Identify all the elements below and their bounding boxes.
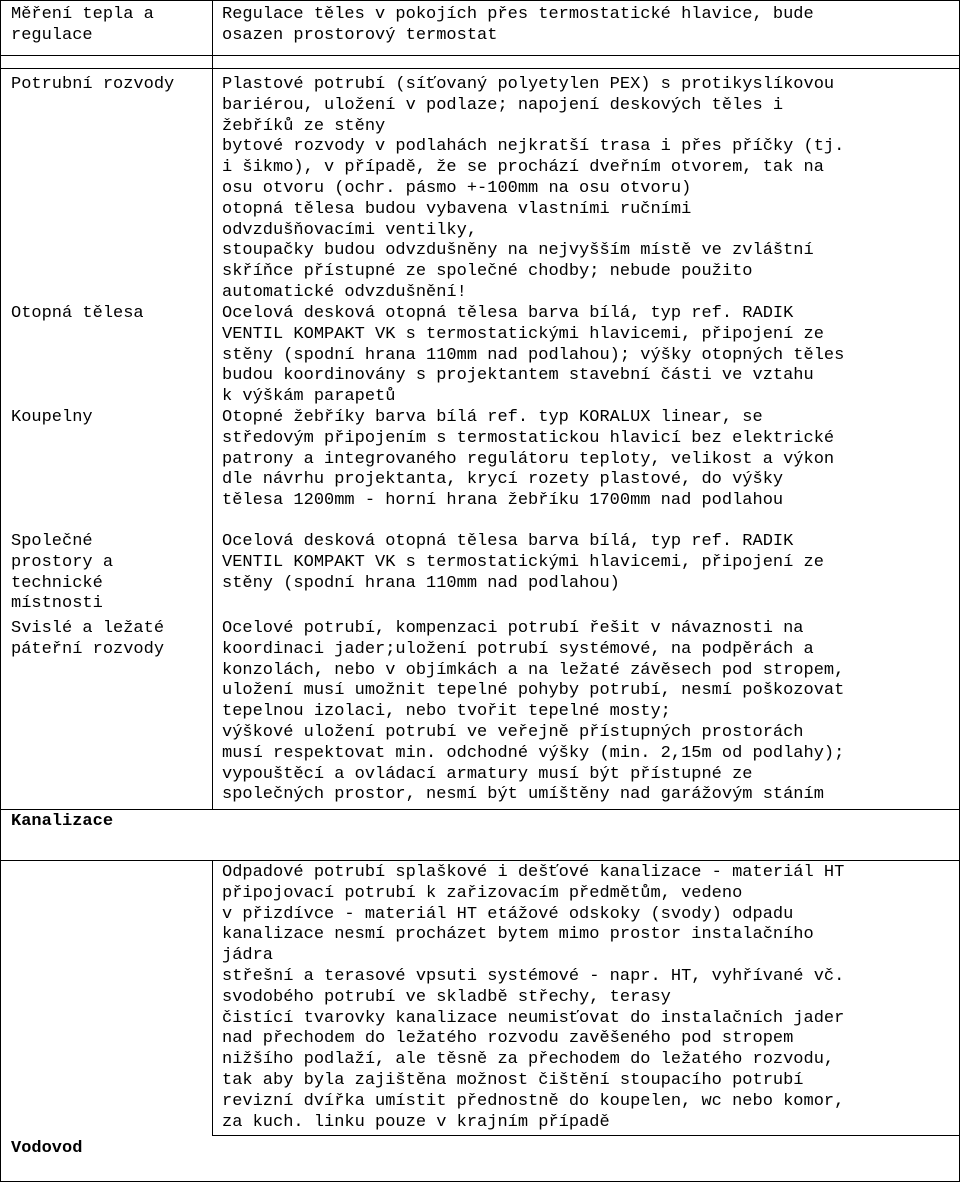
section-heading-kanalizace: Kanalizace (11, 812, 114, 831)
border-row2-top (0, 68, 960, 69)
border-mid-upper (212, 0, 213, 809)
row-text-mereni: Regulace těles v pokojích přes termostatické hlavice, bude osazen prostorový termostat (222, 5, 814, 45)
border-mid-lower (212, 860, 213, 1136)
row-label-mereni: Měření tepla a regulace (11, 5, 154, 45)
row-label-pateřni-rozvody: Svislé a ležaté páteřní rozvody (11, 619, 165, 659)
row-text-otopna-telesa: Ocelová desková otopná tělesa barva bílá, typ ref. RADIK VENTIL KOMPAKT VK s termostatickými hlavicemi, připojení ze stěny (spodní hrana 110mm nad podlahou); výšky otopných těles budou koordinovány s projektantem stavební části ve vztahu k výškám parapetů (222, 304, 845, 407)
border-kanalizace-top (0, 809, 960, 810)
border-left (0, 0, 1, 1182)
row-label-koupelny: Koupelny (11, 408, 93, 427)
border-row1-bottom (0, 55, 960, 56)
row-text-koupelny: Otopné žebříky barva bílá ref. typ KORALUX linear, se středovým připojením s termostatickou hlavicí bez elektrické patrony a integrovaného regulátoru teploty, velikost a výkon dle návrhu projektanta, krycí rozety plastové, do výšky tělesa 1200mm - horní hrana žebříku 1700mm nad podlahou (222, 408, 835, 511)
border-top (0, 0, 960, 1)
row-label-potrubni-rozvody: Potrubní rozvody (11, 75, 175, 94)
row-label-otopna-telesa: Otopná tělesa (11, 304, 144, 323)
row-text-potrubni-rozvody: Plastové potrubí (síťovaný polyetylen PEX) s protikyslíkovou bariérou, uložení v podlaze; napojení deskových těles i žebříků ze stěny bytové rozvody v podlahách nejkratší trasa i přes příčky (tj. i šikmo), v případě, že se prochází dveřním otvorem, tak na osu otvoru (ochr. pásmo +-100mm na osu otvoru) otopná tělesa budou vybavena vlastními ručními odvzdušňovacími ventilky, stoupačky budou odvzdušněny na nejvyšším místě ve zvláštní skříňce přístupné ze společné chodby; nebude použito automatické odvzdušnění! (222, 75, 845, 302)
kanalizace-text: Odpadové potrubí splaškové i dešťové kanalizace - materiál HT připojovací potrubí k zařizovacím předmětům, vedeno v přizdívce - materiál HT etážové odskoky (svody) odpadu kanalizace nesmí procházet bytem mimo prostor instalačního jádra střešní a terasové vpsuti systémové - napr. HT, vyhřívané vč. svodobého potrubí ve skladbě střechy, terasy čistící tvarovky kanalizace neumisťovat do instalačních jader nad přechodem do ležatého rozvodu zavěšeného pod stropem nižšího podlaží, ale těsně za přechodem do ležatého rozvodu, tak aby byla zajištěna možnost čištění stoupacího potrubí revizní dvířka umístit přednostně do koupelen, wc nebo komor, za kuch. linku pouze v krajním případě (222, 863, 845, 1132)
border-kanalizace-text-bottom (212, 1135, 960, 1136)
section-heading-vodovod: Vodovod (11, 1139, 83, 1158)
row-label-spolecne-prostory: Společné prostory a technické místnosti (11, 532, 114, 614)
row-text-pateřni-rozvody: Ocelové potrubí, kompenzaci potrubí řešit v návaznosti na koordinaci jader;uložení potrubí systémové, na podpěrách a konzolách, nebo v objímkách a na ležaté závěsech pod stropem, uložení musí umožnit tepelné pohyby potrubí, nesmí poškozovat tepelnou izolaci, nebo tvořit tepelné mosty; výškové uložení potrubí ve veřejně přístupných prostorách musí respektovat min. odchodné výšky (min. 2,15m od podlahy); vypouštěcí a ovládací armatury musí být přístupné ze společných prostor, nesmí být umíštěny nad garážovým stáním (222, 619, 845, 805)
row-text-spolecne-prostory: Ocelová desková otopná tělesa barva bílá, typ ref. RADIK VENTIL KOMPAKT VK s termostatickými hlavicemi, připojení ze stěny (spodní hrana 110mm nad podlahou) (222, 532, 824, 593)
border-kanalizace-bottom (0, 860, 960, 861)
